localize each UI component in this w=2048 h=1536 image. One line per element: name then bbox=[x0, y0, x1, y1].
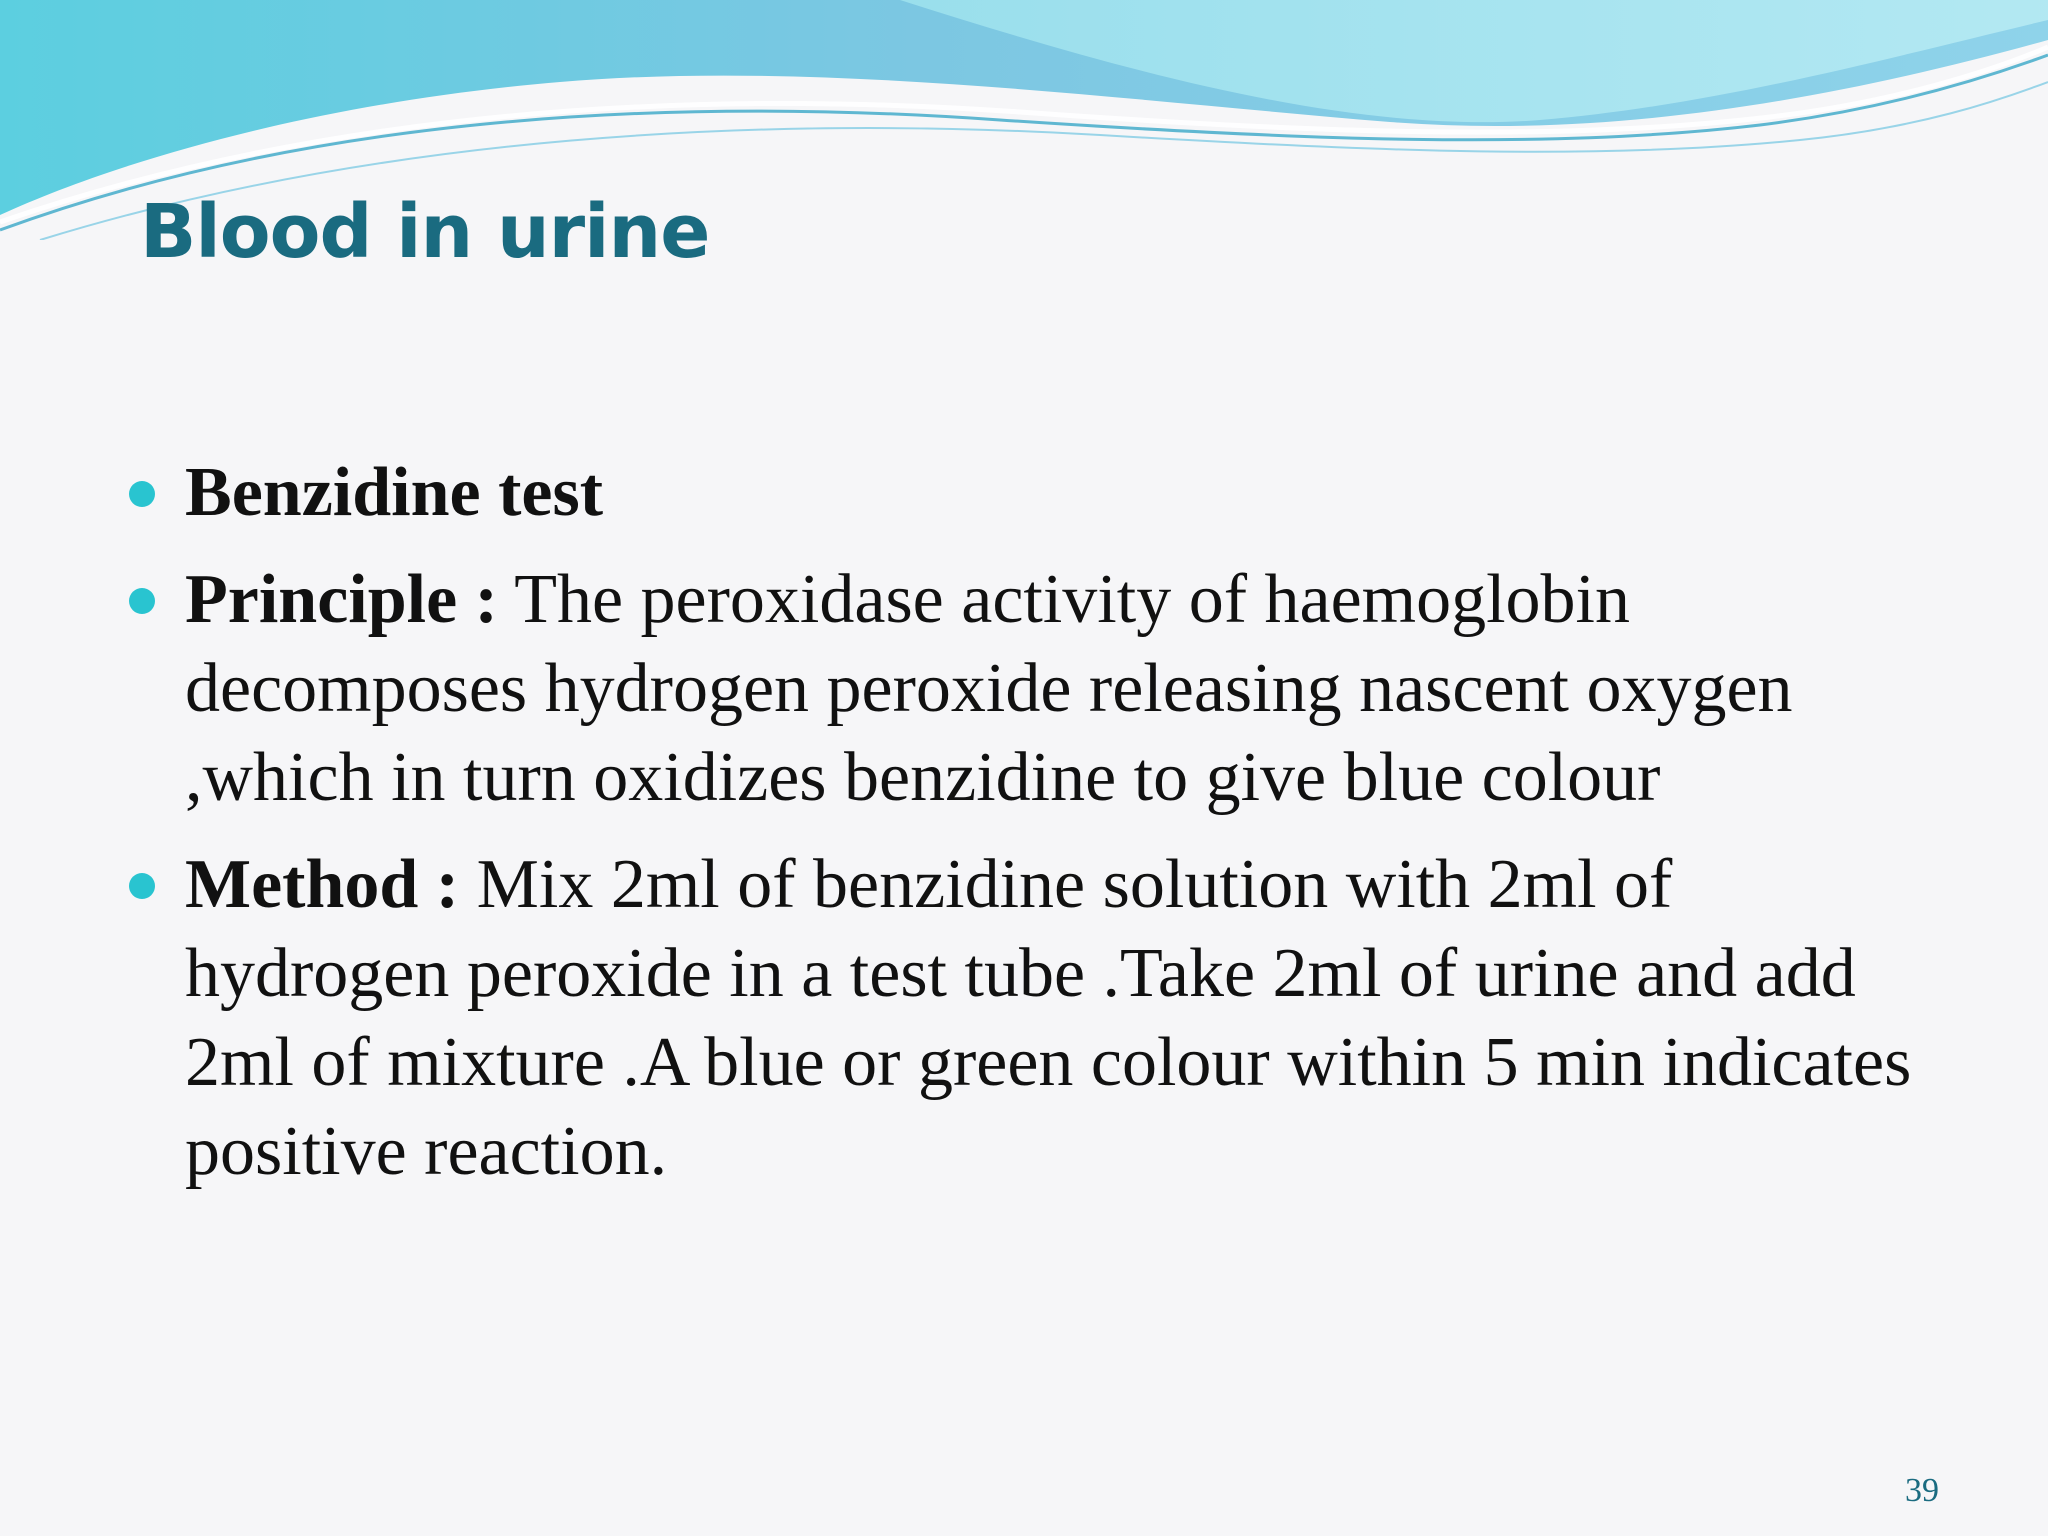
bullet-list bbox=[185, 448, 1945, 1214]
bullet-dot-icon bbox=[129, 873, 155, 899]
bullet-heading: Benzidine test bbox=[185, 454, 604, 531]
bullet-text: Mix 2ml of benzidine solution with 2ml of hydrogen peroxide in a test tube .Take 2ml of urine and add 2ml of mixture .A blue or green colour within 5 min indicates positive reaction. bbox=[185, 846, 1912, 1190]
bullet-dot-icon bbox=[129, 481, 155, 507]
slide-title: Blood in urine bbox=[140, 189, 710, 275]
bullet-heading: Method : bbox=[185, 846, 460, 923]
list-item bbox=[185, 555, 1945, 822]
bullet-text: The peroxidase activity of haemoglobin decomposes hydrogen peroxide releasing nascent oxygen ,which in turn oxidizes benzidine to give blue colour bbox=[185, 561, 1793, 816]
list-item bbox=[185, 448, 1945, 537]
bullet-heading: Principle : bbox=[185, 561, 498, 638]
slide-number: 39 bbox=[1905, 1472, 1939, 1509]
bullet-dot-icon bbox=[129, 588, 155, 614]
list-item bbox=[185, 840, 1945, 1196]
